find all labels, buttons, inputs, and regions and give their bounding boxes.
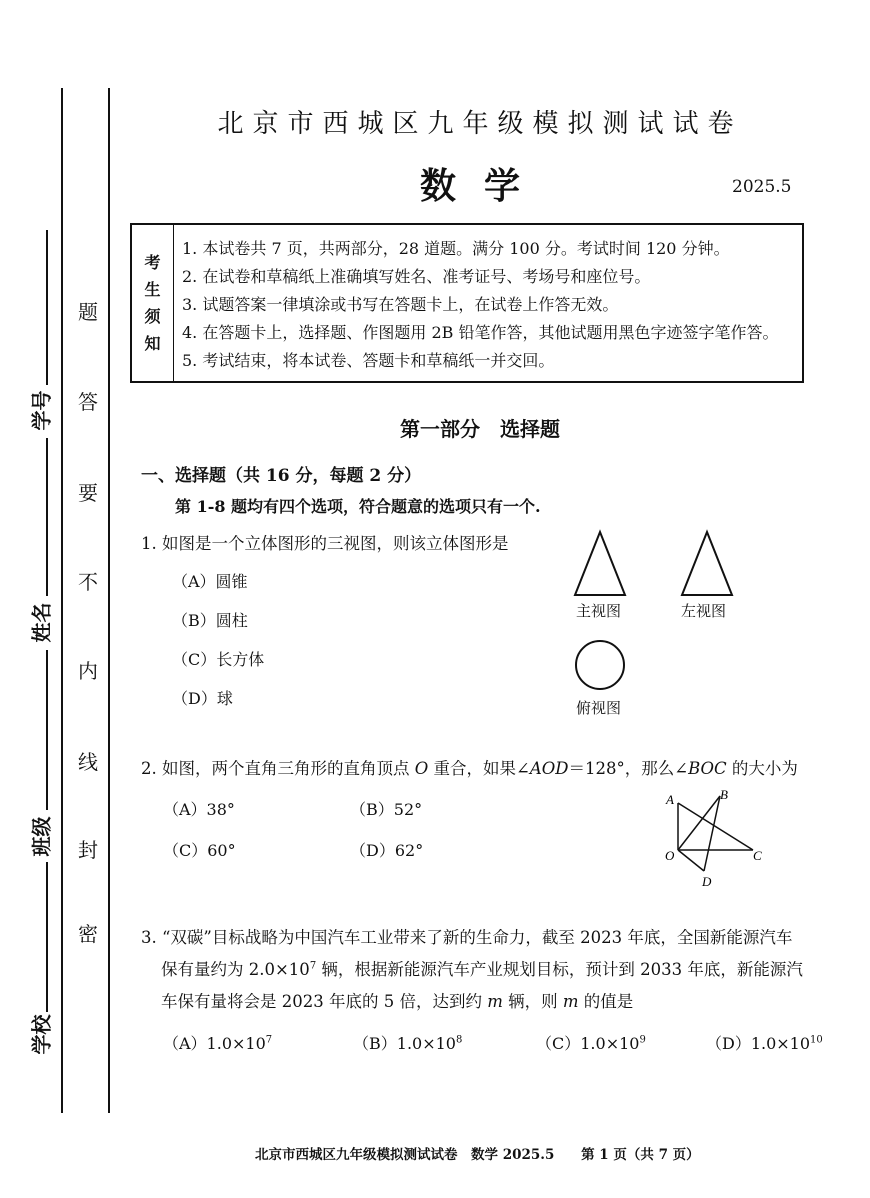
warning-char: 密 (78, 922, 98, 946)
q2-option-a[interactable]: （A）38° (163, 800, 235, 819)
field-school: 学校 (29, 1014, 54, 1055)
notice-list (182, 235, 778, 375)
top-view-circle (576, 641, 624, 689)
q3-line-1: 3. “双碳”目标战略为中国汽车工业带来了新的生命力，截至 2023 年底，全国新能源汽车 (141, 928, 793, 947)
notice-label-char: 知 (144, 334, 161, 353)
part-title: 第一部分 选择题 (400, 417, 560, 441)
section-heading: 一、选择题（共 16 分，每题 2 分） (141, 466, 422, 486)
field-class: 班级 (29, 816, 54, 857)
q2-triangle-figure (660, 788, 780, 898)
notice-label (132, 225, 174, 381)
field-student-id: 学号 (29, 390, 54, 431)
q1-option-c[interactable]: （C）长方体 (172, 650, 265, 669)
q2-stem: 2. 如图，两个直角三角形的直角顶点 O 重合，如果∠AOD＝128°，那么∠BOC 的大小为 (141, 759, 798, 778)
q3-option-d[interactable]: $(D)1.0\times 10^{10}$ (706, 1034, 823, 1053)
left-view-caption: 左视图 (681, 602, 727, 620)
q2-option-b[interactable]: （B）52° (350, 800, 423, 819)
q3-option-b[interactable]: $(B)1.0\times 10^8$ (353, 1034, 463, 1053)
footer-page: 第 1 页（共 7 页） (581, 1147, 700, 1163)
q1-option-a[interactable]: （A）圆锥 (172, 572, 248, 591)
label-B: B (720, 788, 728, 802)
field-name-line[interactable] (46, 438, 48, 596)
notice-item: 1. 本试卷共 7 页，共两部分，28 道题。满分 100 分。考试时间 120 分钟。 (182, 239, 730, 258)
top-view-caption: 俯视图 (576, 699, 622, 717)
warning-char: 答 (78, 390, 98, 414)
label-A: A (666, 792, 674, 807)
warning-char: 题 (78, 300, 98, 324)
q2-option-c[interactable]: （C）60° (163, 841, 236, 860)
footer-title: 北京市西城区九年级模拟测试试卷 数学 2025.5 (255, 1147, 555, 1163)
q3-line-2: 保有量约为 $2.0\times 10^7$ 辆，根据新能源汽车产业规划目标，预计到 2033 年底，新能源汽 (161, 960, 803, 979)
exam-title: 北京市西城区九年级模拟测试试卷 (217, 109, 743, 139)
q2-option-d[interactable]: （D）62° (350, 841, 424, 860)
notice-label-char: 考 (144, 253, 161, 272)
field-school-line[interactable] (46, 862, 48, 1012)
q1-stem: 1. 如图是一个立体图形的三视图，则该立体图形是 (141, 534, 509, 553)
q1-option-d[interactable]: （D）球 (172, 689, 233, 708)
q3-line-3: 车保有量将会是 2023 年底的 5 倍，达到约 m 辆，则 m 的值是 (161, 992, 634, 1011)
label-D: D (702, 874, 712, 889)
exam-date: 2025.5 (732, 177, 792, 197)
label-C: C (753, 848, 762, 863)
label-O: O (665, 848, 675, 863)
warning-char: 要 (78, 481, 98, 505)
notice-item: 3. 试题答案一律填涂或书写在答题卡上，在试卷上作答无效。 (182, 295, 619, 314)
field-student-id-line[interactable] (46, 230, 48, 385)
warning-char: 封 (78, 838, 98, 862)
warning-char: 不 (78, 570, 98, 594)
footer (255, 1143, 700, 1163)
notice-label-char: 生 (144, 280, 161, 299)
q3-option-a[interactable]: $(A)1.0\times 10^7$ (163, 1034, 273, 1053)
front-view-triangle (575, 532, 625, 595)
notice-box (130, 223, 804, 383)
warning-char: 线 (78, 750, 98, 774)
notice-label-char: 须 (144, 307, 161, 326)
field-name: 姓名 (29, 602, 54, 643)
notice-item: 4. 在答题卡上，选择题、作图题用 2B 铅笔作答，其他试题用黑色字迹签字笔作答。 (182, 323, 779, 342)
warning-char: 内 (78, 659, 98, 683)
binding-line-inner (108, 88, 110, 1113)
front-view-caption: 主视图 (576, 602, 622, 620)
binding-line-outer (61, 88, 63, 1113)
q3-option-c[interactable]: $(C)1.0\times 10^9$ (536, 1034, 646, 1053)
notice-item: 2. 在试卷和草稿纸上准确填写姓名、准考证号、考场号和座位号。 (182, 267, 651, 286)
section-intro: 第 1-8 题均有四个选项，符合题意的选项只有一个. (175, 497, 541, 516)
field-class-line[interactable] (46, 650, 48, 810)
q1-option-b[interactable]: （B）圆柱 (172, 611, 248, 630)
left-view-triangle (682, 532, 732, 595)
notice-item: 5. 考试结束，将本试卷、答题卡和草稿纸一并交回。 (182, 351, 555, 370)
subject-title: 数学 (419, 165, 548, 207)
